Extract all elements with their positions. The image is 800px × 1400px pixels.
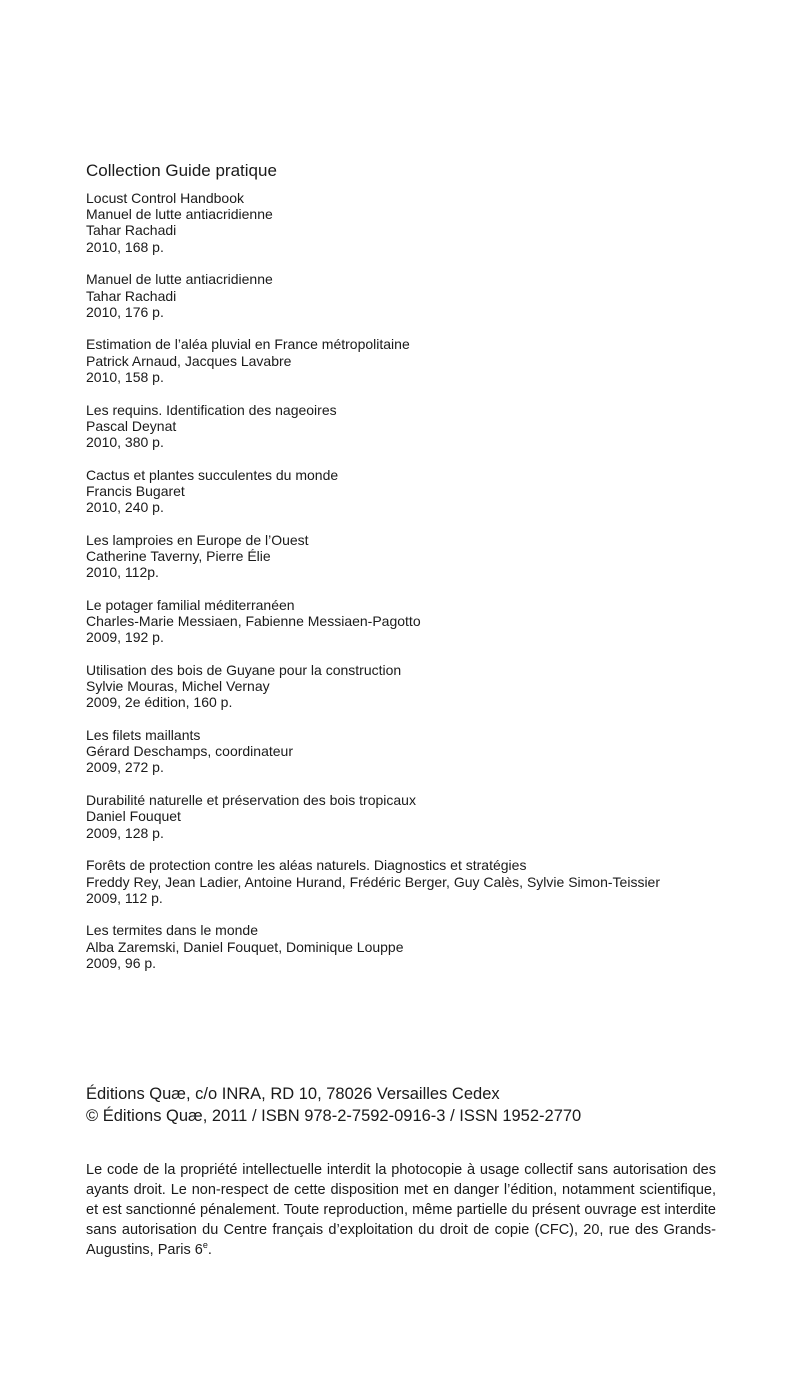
book-authors: Catherine Taverny, Pierre Élie xyxy=(86,547,271,564)
legal-notice-text: Le code de la propriété intellectuelle interdit la photocopie à usage collectif sans autorisation des ayants droit. Le non-respect de cette disposition met en danger l’édition, notamment scientifique, et est sanctionné pénalement. Toute reproduction, même partielle du présent ouvrage est interdite sans autorisation du Centre français d’exploitation du droit de copie (CFC), 20, rue des Grands-Augustins, Paris 6 xyxy=(86,1161,716,1259)
book-details: 2010, 158 p. xyxy=(86,368,164,385)
book-title: Forêts de protection contre les aléas naturels. Diagnostics et stratégies xyxy=(86,857,527,874)
book-authors: Freddy Rey, Jean Ladier, Antoine Hurand, Frédéric Berger, Guy Calès, Sylvie Simon-Teissier xyxy=(86,873,660,890)
book-details: 2010, 176 p. xyxy=(86,303,164,320)
book-details: 2010, 240 p. xyxy=(86,499,164,516)
book-entry xyxy=(86,597,726,646)
book-details: 2010, 380 p. xyxy=(86,433,164,450)
book-details: 2009, 96 p. xyxy=(86,954,157,971)
book-authors: Charles-Marie Messiaen, Fabienne Messiaen-Pagotto xyxy=(86,613,421,630)
book-entry xyxy=(86,662,726,711)
book-authors: Gérard Deschamps, coordinateur xyxy=(86,743,293,760)
book-entry xyxy=(86,532,726,581)
book-details: 2010, 168 p. xyxy=(86,238,164,255)
book-details: 2009, 2e édition, 160 p. xyxy=(86,694,233,711)
book-title: Les lamproies en Europe de l’Ouest xyxy=(86,531,309,548)
book-authors: Daniel Fouquet xyxy=(86,808,181,825)
book-authors: Tahar Rachadi xyxy=(86,287,177,304)
book-details: 2009, 192 p. xyxy=(86,629,164,646)
book-authors: Pascal Deynat xyxy=(86,417,177,434)
legal-notice-end: . xyxy=(207,1242,212,1259)
book-title: Cactus et plantes succulentes du monde xyxy=(86,466,339,483)
book-title: Durabilité naturelle et préservation des bois tropicaux xyxy=(86,792,416,809)
book-entry xyxy=(86,467,726,516)
book-entry xyxy=(86,271,726,320)
book-details: 2009, 272 p. xyxy=(86,759,164,776)
book-title: Les requins. Identification des nageoires xyxy=(86,401,337,418)
book-entry xyxy=(86,402,726,451)
book-title: Le potager familial méditerranéen xyxy=(86,596,295,613)
book-authors: Alba Zaremski, Daniel Fouquet, Dominique Louppe xyxy=(86,938,404,955)
book-title: Manuel de lutte antiacridienne xyxy=(86,271,273,288)
book-title: Estimation de l’aléa pluvial en France métropolitaine xyxy=(86,336,410,353)
legal-notice xyxy=(86,1160,716,1261)
book-list xyxy=(86,190,726,988)
book-entry xyxy=(86,336,726,385)
book-details: 2010, 112p. xyxy=(86,564,159,581)
book-entry xyxy=(86,857,726,906)
publisher-info xyxy=(86,1083,726,1127)
book-entry xyxy=(86,727,726,776)
copyright-isbn-line: © Éditions Quæ, 2011 / ISBN 978-2-7592-0916-3 / ISSN 1952-2770 xyxy=(86,1107,582,1125)
book-title: Les filets maillants xyxy=(86,727,201,744)
book-entry xyxy=(86,922,726,971)
book-details: 2009, 128 p. xyxy=(86,824,164,841)
book-authors: Tahar Rachadi xyxy=(86,222,177,239)
book-title: Locust Control Handbook xyxy=(86,190,244,206)
legal-notice-superscript: e xyxy=(202,1240,208,1251)
book-authors: Sylvie Mouras, Michel Vernay xyxy=(86,678,270,695)
book-title: Utilisation des bois de Guyane pour la construction xyxy=(86,661,402,678)
book-entry xyxy=(86,792,726,841)
book-title: Les termites dans le monde xyxy=(86,922,258,939)
publisher-address: Éditions Quæ, c/o INRA, RD 10, 78026 Versailles Cedex xyxy=(86,1085,500,1103)
book-details: 2009, 112 p. xyxy=(86,889,163,906)
collection-title: Collection Guide pratique xyxy=(86,161,277,180)
book-entry xyxy=(86,190,726,255)
book-subtitle: Manuel de lutte antiacridienne xyxy=(86,206,273,223)
book-authors: Francis Bugaret xyxy=(86,482,185,499)
book-authors: Patrick Arnaud, Jacques Lavabre xyxy=(86,352,292,369)
